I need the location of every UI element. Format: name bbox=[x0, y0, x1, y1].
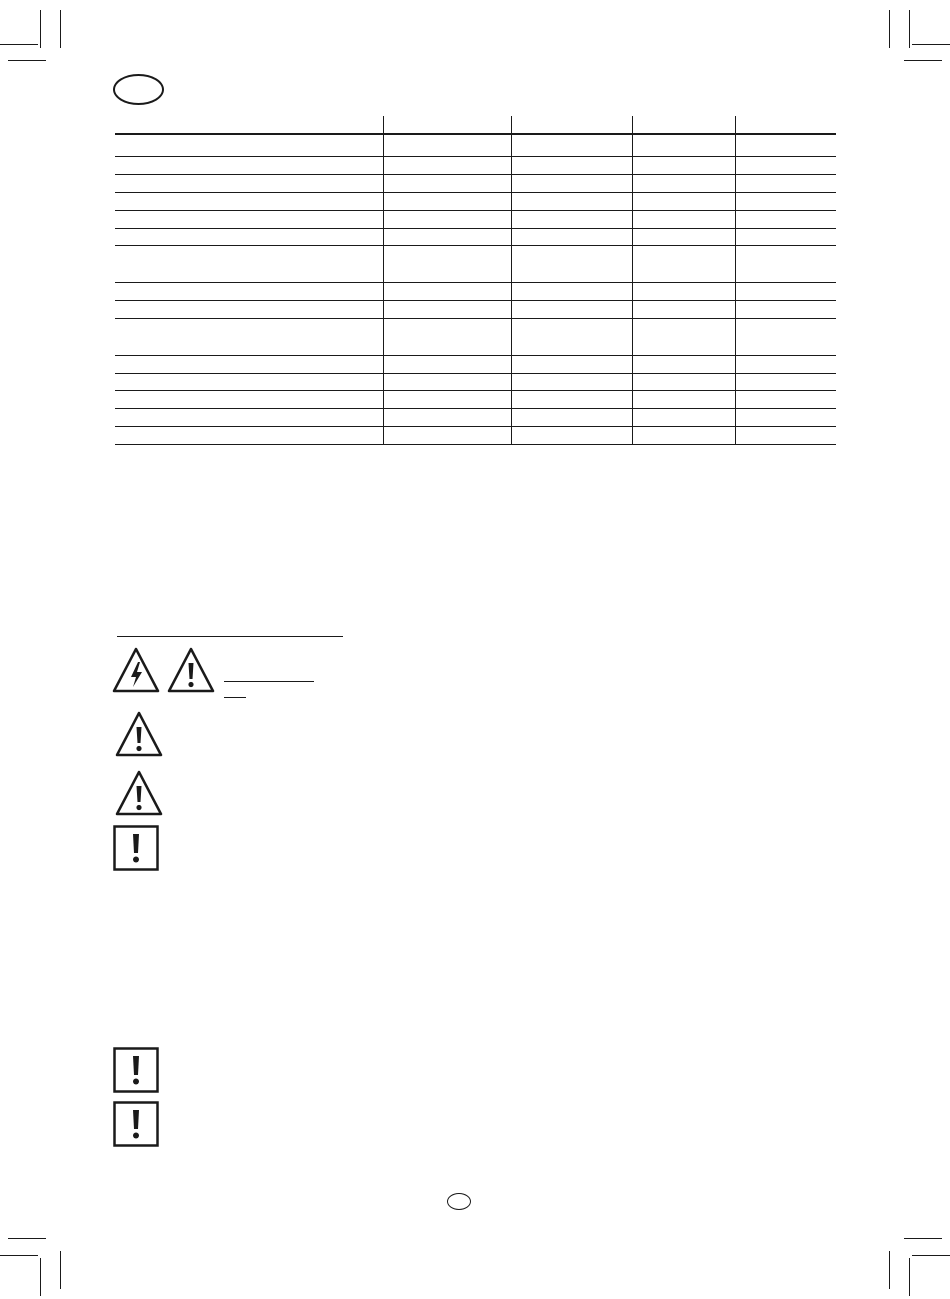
table-cell bbox=[115, 193, 383, 210]
table-cell bbox=[632, 229, 735, 245]
language-badge bbox=[113, 74, 164, 105]
table-cell bbox=[735, 356, 836, 373]
table-cell bbox=[632, 157, 735, 174]
table-cell bbox=[735, 175, 836, 192]
table-cell bbox=[115, 391, 383, 408]
table-cell bbox=[511, 211, 632, 228]
table-cell bbox=[735, 211, 836, 228]
table-cell bbox=[735, 319, 836, 355]
table-cell bbox=[383, 229, 511, 245]
table-cell bbox=[383, 211, 511, 228]
table-cell bbox=[383, 409, 511, 426]
table-cell bbox=[632, 175, 735, 192]
table-cell bbox=[115, 301, 383, 318]
table-cell bbox=[632, 283, 735, 300]
table-cell bbox=[735, 391, 836, 408]
table-cell bbox=[383, 246, 511, 282]
table-cell bbox=[511, 157, 632, 174]
table-cell bbox=[632, 319, 735, 355]
table-cell bbox=[115, 283, 383, 300]
table-cell bbox=[735, 409, 836, 426]
table-cell bbox=[383, 157, 511, 174]
table-cell bbox=[383, 356, 511, 373]
table-cell bbox=[735, 301, 836, 318]
table-cell bbox=[511, 175, 632, 192]
table-cell bbox=[735, 246, 836, 282]
mandatory-notice-icon bbox=[113, 1047, 159, 1093]
table-cell bbox=[383, 193, 511, 210]
table-cell bbox=[511, 246, 632, 282]
table-cell bbox=[511, 356, 632, 373]
table-cell bbox=[115, 356, 383, 373]
table-cell bbox=[632, 409, 735, 426]
table-row bbox=[115, 283, 836, 301]
general-warning-icon bbox=[114, 769, 164, 817]
table-header-cell bbox=[735, 116, 836, 133]
table-cell bbox=[383, 391, 511, 408]
table-cell bbox=[632, 211, 735, 228]
table-cell bbox=[511, 283, 632, 300]
table-cell bbox=[735, 229, 836, 245]
table-cell bbox=[511, 319, 632, 355]
table-cell bbox=[115, 319, 383, 355]
table-cell bbox=[511, 409, 632, 426]
table-cell bbox=[735, 427, 836, 444]
table-cell bbox=[632, 301, 735, 318]
table-row bbox=[115, 391, 836, 409]
table-row bbox=[115, 229, 836, 246]
table-header-cell bbox=[632, 116, 735, 133]
table-cell bbox=[735, 135, 836, 156]
table-cell bbox=[511, 193, 632, 210]
table-cell bbox=[383, 301, 511, 318]
spec-table bbox=[115, 116, 836, 445]
table-header-row bbox=[115, 116, 836, 135]
table-cell bbox=[632, 374, 735, 390]
table-row bbox=[115, 409, 836, 427]
warning-subheading-rule bbox=[224, 697, 246, 698]
table-cell bbox=[632, 391, 735, 408]
table-cell bbox=[115, 427, 383, 444]
table-row bbox=[115, 193, 836, 211]
general-warning-icon bbox=[166, 646, 216, 694]
general-warning-icon bbox=[114, 710, 164, 758]
safety-section-rule bbox=[117, 636, 343, 637]
table-cell bbox=[115, 374, 383, 390]
table-cell bbox=[735, 374, 836, 390]
table-row bbox=[115, 246, 836, 283]
table-cell bbox=[511, 301, 632, 318]
table-cell bbox=[511, 135, 632, 156]
table-cell bbox=[115, 211, 383, 228]
table-cell bbox=[383, 427, 511, 444]
table-cell bbox=[115, 175, 383, 192]
table-row bbox=[115, 135, 836, 157]
table-cell bbox=[735, 157, 836, 174]
table-cell bbox=[115, 246, 383, 282]
table-cell bbox=[383, 374, 511, 390]
table-header-cell bbox=[383, 116, 511, 133]
table-cell bbox=[115, 135, 383, 156]
table-row bbox=[115, 301, 836, 319]
table-cell bbox=[735, 283, 836, 300]
table-cell bbox=[115, 409, 383, 426]
table-cell bbox=[115, 157, 383, 174]
table-cell bbox=[383, 175, 511, 192]
table-header-cell bbox=[115, 116, 383, 133]
table-row bbox=[115, 175, 836, 193]
table-cell bbox=[511, 229, 632, 245]
table-cell bbox=[632, 427, 735, 444]
mandatory-notice-icon bbox=[113, 1101, 159, 1147]
electric-shock-warning-icon bbox=[111, 646, 161, 694]
table-cell bbox=[632, 193, 735, 210]
table-header-cell bbox=[511, 116, 632, 133]
table-cell bbox=[511, 427, 632, 444]
mandatory-notice-icon bbox=[113, 825, 159, 871]
table-cell bbox=[383, 135, 511, 156]
table-row bbox=[115, 427, 836, 445]
table-cell bbox=[511, 391, 632, 408]
table-cell bbox=[632, 356, 735, 373]
table-cell bbox=[383, 319, 511, 355]
table-cell bbox=[511, 374, 632, 390]
page-number bbox=[447, 1193, 471, 1210]
table-cell bbox=[735, 193, 836, 210]
table-cell bbox=[632, 246, 735, 282]
table-row bbox=[115, 211, 836, 229]
warning-heading-rule bbox=[224, 681, 314, 682]
table-row bbox=[115, 374, 836, 391]
table-cell bbox=[632, 135, 735, 156]
table-cell bbox=[115, 229, 383, 245]
table-row bbox=[115, 356, 836, 374]
table-cell bbox=[383, 283, 511, 300]
table-row bbox=[115, 319, 836, 356]
table-row bbox=[115, 157, 836, 175]
